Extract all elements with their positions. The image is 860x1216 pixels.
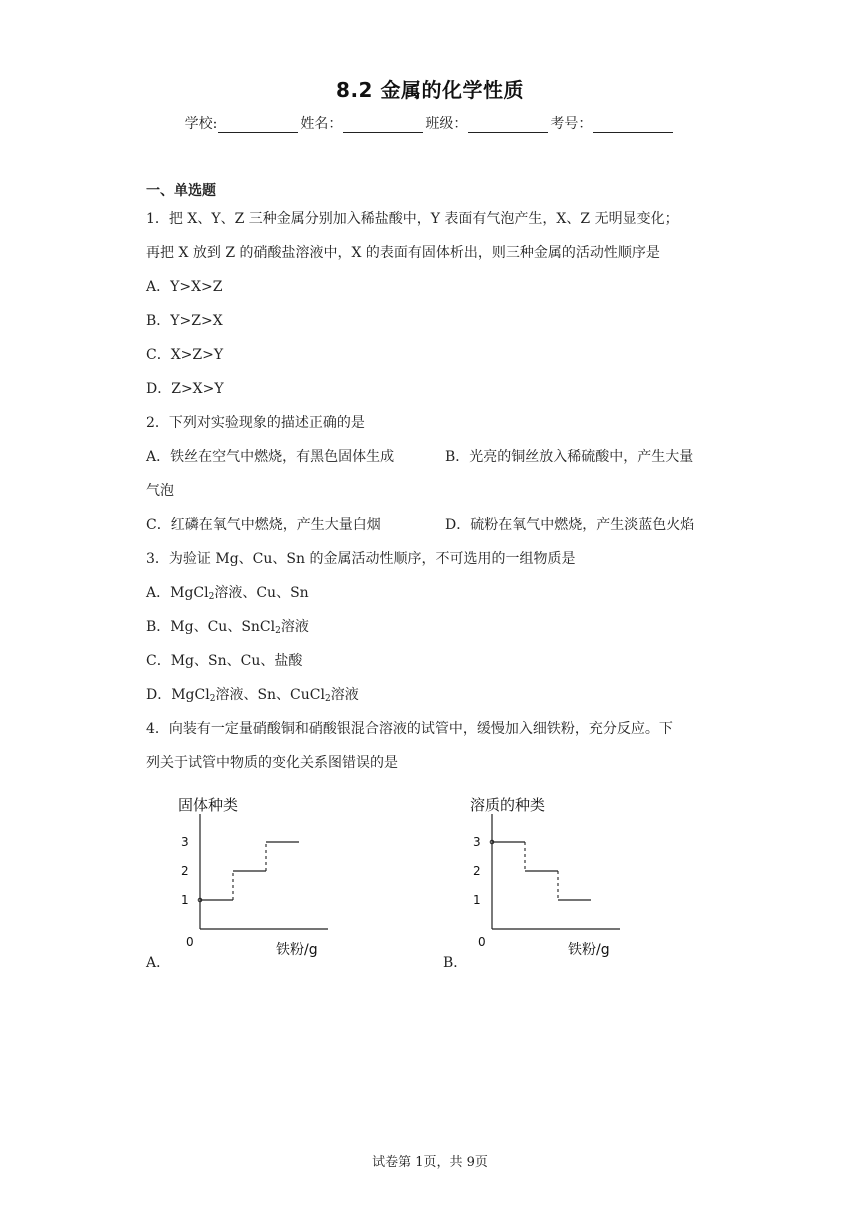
q3-option-d[interactable] (146, 684, 359, 704)
page-footer: 试卷第 1页，共 9页 (372, 1155, 488, 1170)
q3-a-sub: 2 (208, 592, 215, 602)
q1-option-d[interactable]: D．Z>X>Y (146, 381, 224, 397)
class-label: 班级： (425, 116, 468, 132)
x-axis-label: 铁粉/g (276, 942, 318, 958)
y-axis-label: 溶质的种类 (470, 796, 546, 814)
y-tick-label: 1 (473, 893, 481, 907)
q3-stem: 3．为验证 Mg、Cu、Sn 的金属活动性顺序，不可选用的一组物质是 (146, 551, 576, 567)
y-tick-label: 3 (181, 835, 189, 849)
q4-stem-line1: 4．向装有一定量硝酸铜和硝酸银混合溶液的试管中，缓慢加入细铁粉，充分反应。下 (146, 721, 673, 737)
q3-b-sub: 2 (275, 626, 281, 636)
origin-label: 0 (186, 935, 194, 949)
graph-b (462, 792, 632, 966)
exam-number-blank[interactable] (593, 117, 673, 133)
q3-b-pre: B．Mg、Cu、SnCl (146, 619, 276, 635)
q3-b-post: 溶液 (280, 619, 309, 635)
school-label: 学校: (184, 116, 218, 132)
q2-stem: 2．下列对实验现象的描述正确的是 (146, 415, 365, 431)
graph-a-svg (170, 792, 340, 962)
graph-a (170, 792, 340, 966)
section-heading: 一、单选题 (146, 183, 216, 199)
q2-option-a[interactable]: A．铁丝在空气中燃烧，有黑色固体生成 (146, 449, 395, 465)
x-axis-label: 铁粉/g (568, 942, 610, 958)
class-blank[interactable] (468, 117, 548, 133)
q2-option-d[interactable]: D．硫粉在氧气中燃烧，产生淡蓝色火焰 (445, 517, 695, 533)
page-title: 8.2 金属的化学性质 (336, 78, 524, 102)
q3-d-post: 溶液 (330, 687, 359, 703)
y-tick-label: 2 (473, 864, 481, 878)
q3-a-pre: A．MgCl (146, 585, 209, 601)
q2-option-c[interactable]: C．红磷在氧气中燃烧，产生大量白烟 (146, 517, 381, 533)
q1-option-b[interactable]: B．Y>Z>X (146, 313, 223, 329)
q4-option-b-label[interactable]: B． (443, 955, 468, 971)
q3-option-b[interactable] (146, 616, 309, 636)
q3-d-sub2: 2 (324, 694, 331, 704)
q1-stem-line1: 1．把 X、Y、Z 三种金属分别加入稀盐酸中，Y 表面有气泡产生，X、Z 无明显变化； (146, 211, 679, 227)
exam-number-label: 考号： (550, 116, 593, 132)
student-info-line (0, 113, 860, 133)
graph-b-svg (462, 792, 632, 962)
y-tick-label: 1 (181, 893, 189, 907)
y-tick-label: 2 (181, 864, 189, 878)
name-label: 姓名： (300, 116, 343, 132)
q1-stem-line2: 再把 X 放到 Z 的硝酸盐溶液中，X 的表面有固体析出，则三种金属的活动性顺序是 (146, 245, 660, 261)
q2-option-b-line2: 气泡 (146, 483, 174, 499)
q3-option-a[interactable] (146, 582, 309, 602)
q3-a-post: 溶液、Cu、Sn (214, 585, 309, 601)
y-axis-label: 固体种类 (178, 796, 239, 814)
name-blank[interactable] (343, 117, 423, 133)
q3-d-pre: D．MgCl (146, 687, 210, 703)
school-blank[interactable] (218, 117, 298, 133)
origin-label: 0 (478, 935, 486, 949)
q3-d-sub1: 2 (209, 694, 216, 704)
y-tick-label: 3 (473, 835, 481, 849)
q3-d-mid: 溶液、Sn、CuCl (215, 687, 325, 703)
q1-option-a[interactable]: A．Y>X>Z (146, 279, 223, 295)
q3-option-c[interactable]: C．Mg、Sn、Cu、盐酸 (146, 653, 303, 669)
q4-stem-line2: 列关于试管中物质的变化关系图错误的是 (146, 755, 398, 771)
q1-option-c[interactable]: C．X>Z>Y (146, 347, 224, 363)
q4-option-a-label[interactable]: A． (146, 955, 171, 971)
q2-option-b-line1[interactable]: B．光亮的铜丝放入稀硫酸中，产生大量 (445, 449, 694, 465)
